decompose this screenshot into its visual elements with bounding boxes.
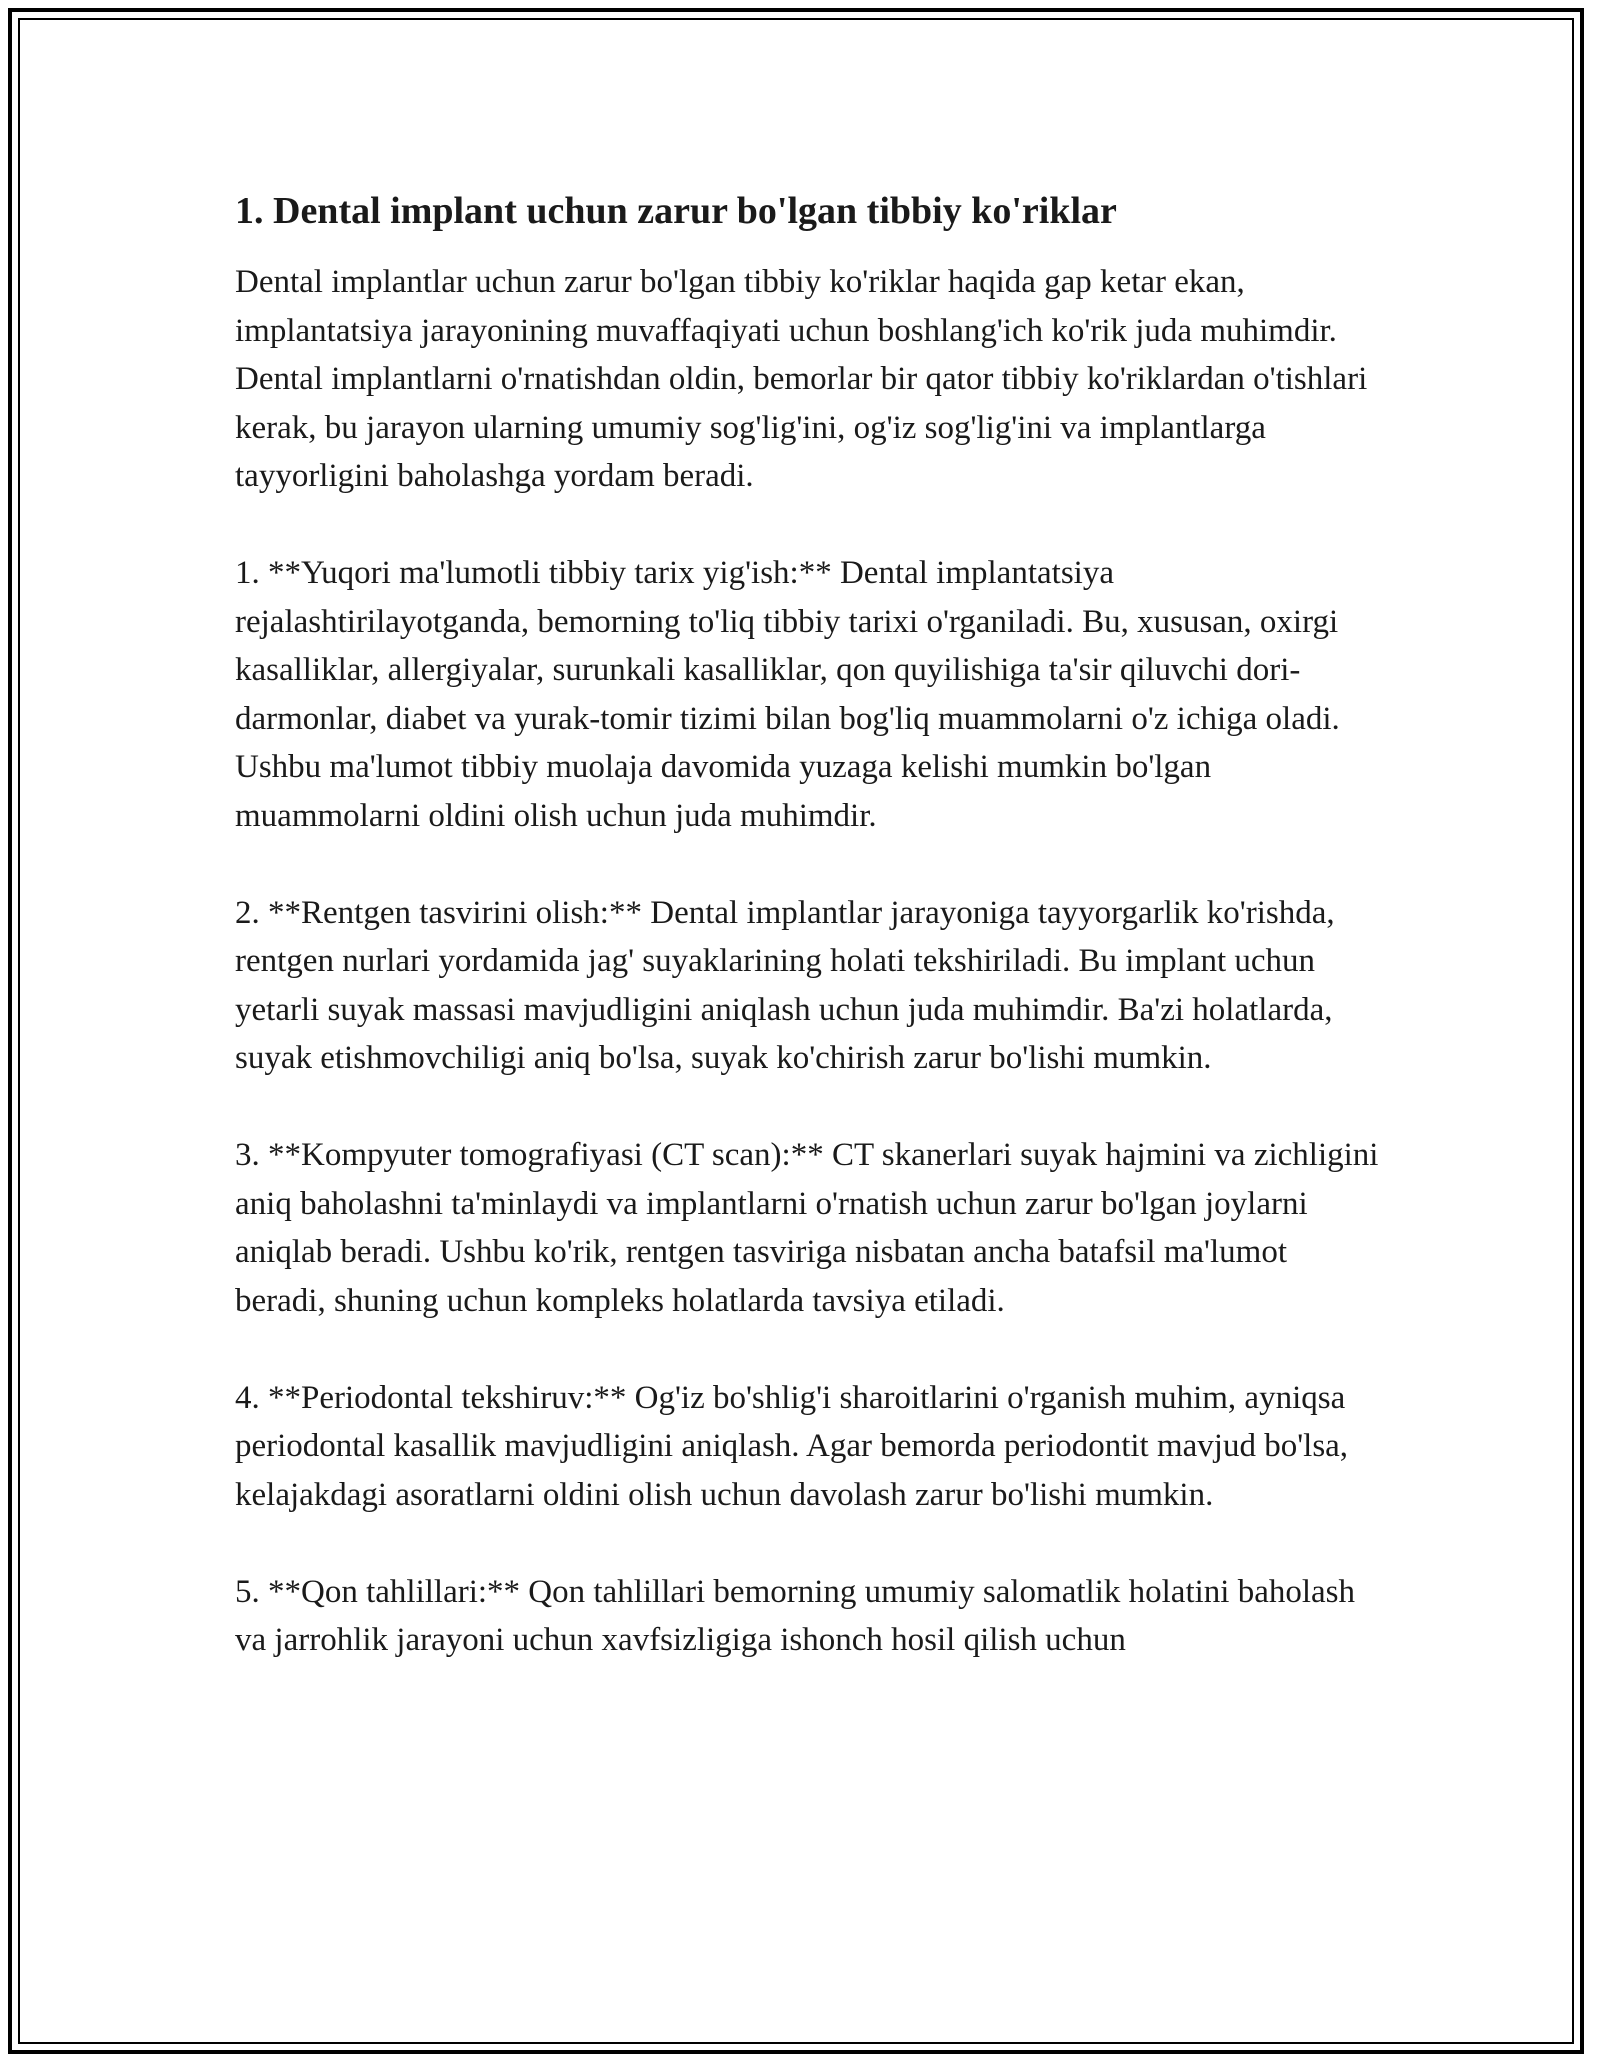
item-label: **Yuqori ma'lumotli tibbiy tarix yig'ish:** xyxy=(268,555,832,591)
item-number: 4. xyxy=(235,1379,260,1416)
item-text: Qon tahlillari bemorning umumiy salomatlik holatini baholash va jarrohlik jarayoni uchun xavfsizligiga ishonch hosil qilish uchun xyxy=(235,1573,1356,1658)
item-number: 2. xyxy=(235,894,260,931)
list-item xyxy=(235,1568,1385,1665)
item-text: CT skanerlari suyak hajmini va zichligini aniq baholashni ta'minlaydi va implantlarni o'rnatish uchun zarur bo'lgan joylarni aniqlab beradi. Ushbu ko'rik, rentgen tasviriga nisbatan ancha batafsil ma'lumot beradi, shuning uchun kompleks holatlarda tavsiya etiladi. xyxy=(235,1137,1379,1319)
document-body xyxy=(235,186,1385,1713)
item-text: Og'iz bo'shlig'i sharoitlarini o'rganish muhim, ayniqsa periodontal kasallik mavjudligini aniqlash. Agar bemorda periodontit mavjud bo'lsa, kelajakdagi asoratlarni oldini olish uchun davolash zarur bo'lishi mumkin. xyxy=(235,1379,1349,1513)
item-label: **Kompyuter tomografiyasi (CT scan):** xyxy=(268,1137,824,1173)
item-label: **Periodontal tekshiruv:** xyxy=(268,1379,627,1416)
item-number: 3. xyxy=(235,1137,260,1173)
item-number: 1. xyxy=(235,555,260,591)
list-item xyxy=(235,1131,1385,1325)
item-number: 5. xyxy=(235,1573,260,1610)
list-item xyxy=(235,1374,1385,1520)
list-item xyxy=(235,889,1385,1083)
intro-paragraph: Dental implantlar uchun zarur bo'lgan tibbiy ko'riklar haqida gap ketar ekan, implantatsiya jarayonining muvaffaqiyati uchun boshlang'ich ko'rik juda muhimdir. Dental implantlarni o'rnatishdan oldin, bemorlar bir qator tibbiy ko'riklardan o'tishlari kerak, bu jarayon ularning umumiy sog'lig'ini, og'iz sog'lig'ini va implantlarga tayyorligini baholashga yordam beradi. xyxy=(235,264,1368,494)
list-item xyxy=(235,549,1385,840)
document-title: 1. Dental implant uchun zarur bo'lgan tibbiy ko'riklar xyxy=(235,190,1117,232)
item-label: **Qon tahlillari:** xyxy=(268,1573,521,1610)
item-label: **Rentgen tasvirini olish:** xyxy=(268,894,642,931)
item-text: Dental implantatsiya rejalashtirilayotganda, bemorning to'liq tibbiy tarixi o'rganiladi. Bu, xususan, oxirgi kasalliklar, allergiyalar, surunkali kasalliklar, qon quyilishiga ta'sir qiluvchi dori-darmonlar, diabet va yurak-tomir tizimi bilan bog'liq muammolarni o'z ichiga oladi. Ushbu ma'lumot tibbiy muolaja davomida yuzaga kelishi mumkin bo'lgan muammolarni oldini olish uchun juda muhimdir. xyxy=(235,555,1340,834)
item-text: Dental implantlar jarayoniga tayyorgarlik ko'rishda, rentgen nurlari yordamida jag' suyaklarining holati tekshiriladi. Bu implant uchun yetarli suyak massasi mavjudligini aniqlash uchun juda muhimdir. Ba'zi holatlarda, suyak etishmovchiligi aniq bo'lsa, suyak ko'chirish zarur bo'lishi mumkin. xyxy=(235,894,1335,1076)
